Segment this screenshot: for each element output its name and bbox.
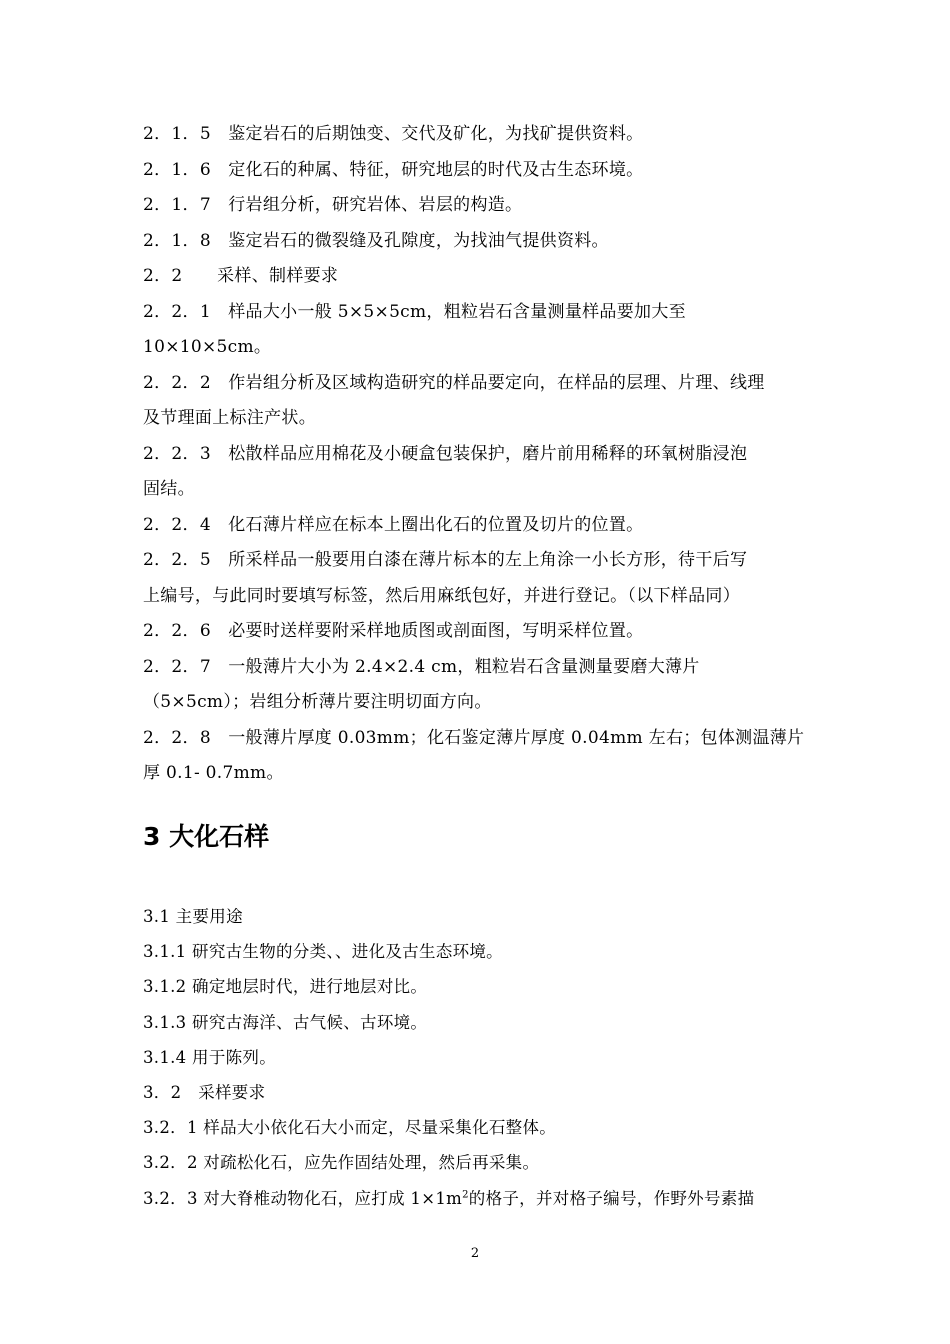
section-3-text [143,899,813,1216]
text-line: （5×5cm）；岩组分析薄片要注明切面方向。 [143,692,492,712]
text-fragment: 3.2．3 对大脊椎动物化石，应打成 1×1m [143,1188,463,1208]
section-2-text [143,117,813,792]
text-line-with-superscript [143,1181,813,1216]
text-fragment: 的格子，并对格子编号，作野外号素描 [468,1188,755,1208]
text-line: 2．2．7 一般薄片大小为 2.4×2.4 cm，粗粒岩石含量测量要磨大薄片 [143,656,700,677]
text-line: 2．1．8 鉴定岩石的微裂缝及孔隙度，为找油气提供资料。 [143,230,609,251]
text-line: 2．2．6 必要时送样要附采样地质图或剖面图，写明采样位置。 [143,621,644,641]
text-line: 2．2．8 一般薄片厚度 0.03mm；化石鉴定薄片厚度 0.04mm 左右；包体测温薄片 [143,727,805,748]
text-line: 10×10×5cm。 [143,337,272,357]
text-line: 3.1.4 用于陈列。 [143,1047,277,1067]
subsection-title: 3．2 采样要求 [143,1083,266,1103]
text-line: 3.1.3 研究古海洋、古气候、古环境。 [143,1012,428,1032]
text-line: 2．1．7 行岩组分析，研究岩体、岩层的构造。 [143,195,523,215]
text-line: 3.1.1 研究古生物的分类、、进化及古生态环境。 [143,942,503,962]
page-number: 2 [470,1246,480,1261]
text-line: 2．1．5 鉴定岩石的后期蚀变、交代及矿化，为找矿提供资料。 [143,124,644,144]
text-line: 2．2．4 化石薄片样应在标本上圈出化石的位置及切片的位置。 [143,514,644,535]
text-line: 3.2．1 样品大小依化石大小而定，尽量采集化石整体。 [143,1118,557,1138]
text-line: 上编号，与此同时要填写标签，然后用麻纸包好，并进行登记。（以下样品同） [143,585,740,606]
subsection-title: 3.1 主要用途 [143,907,243,926]
text-line: 固结。 [143,479,195,499]
text-line: 2．2．3 松散样品应用棉花及小硬盒包装保护，磨片前用稀释的环氧树脂浸泡 [143,443,748,464]
text-line: 2．1．6 定化石的种属、特征，研究地层的时代及古生态环境。 [143,159,644,180]
text-line: 2．2．1 样品大小一般 5×5×5cm，粗粒岩石含量测量样品要加大至 [143,301,686,322]
superscript: 2 [462,1189,469,1201]
section-heading: 3 大化石样 [143,822,270,851]
text-line: 3.2．2 对疏松化石，应先作固结处理，然后再采集。 [143,1153,540,1173]
text-line: 厚 0.1- 0.7mm。 [143,763,284,783]
text-line: 2．2．2 作岩组分析及区域构造研究的样品要定向，在样品的层理、片理、线理 [143,372,765,393]
text-line: 2．2．5 所采样品一般要用白漆在薄片标本的左上角涂一小长方形，待干后写 [143,550,748,570]
text-line: 及节理面上标注产状。 [143,408,316,428]
subsection-title: 2．2 采样、制样要求 [143,266,339,286]
text-line: 3.1.2 确定地层时代，进行地层对比。 [143,977,428,997]
